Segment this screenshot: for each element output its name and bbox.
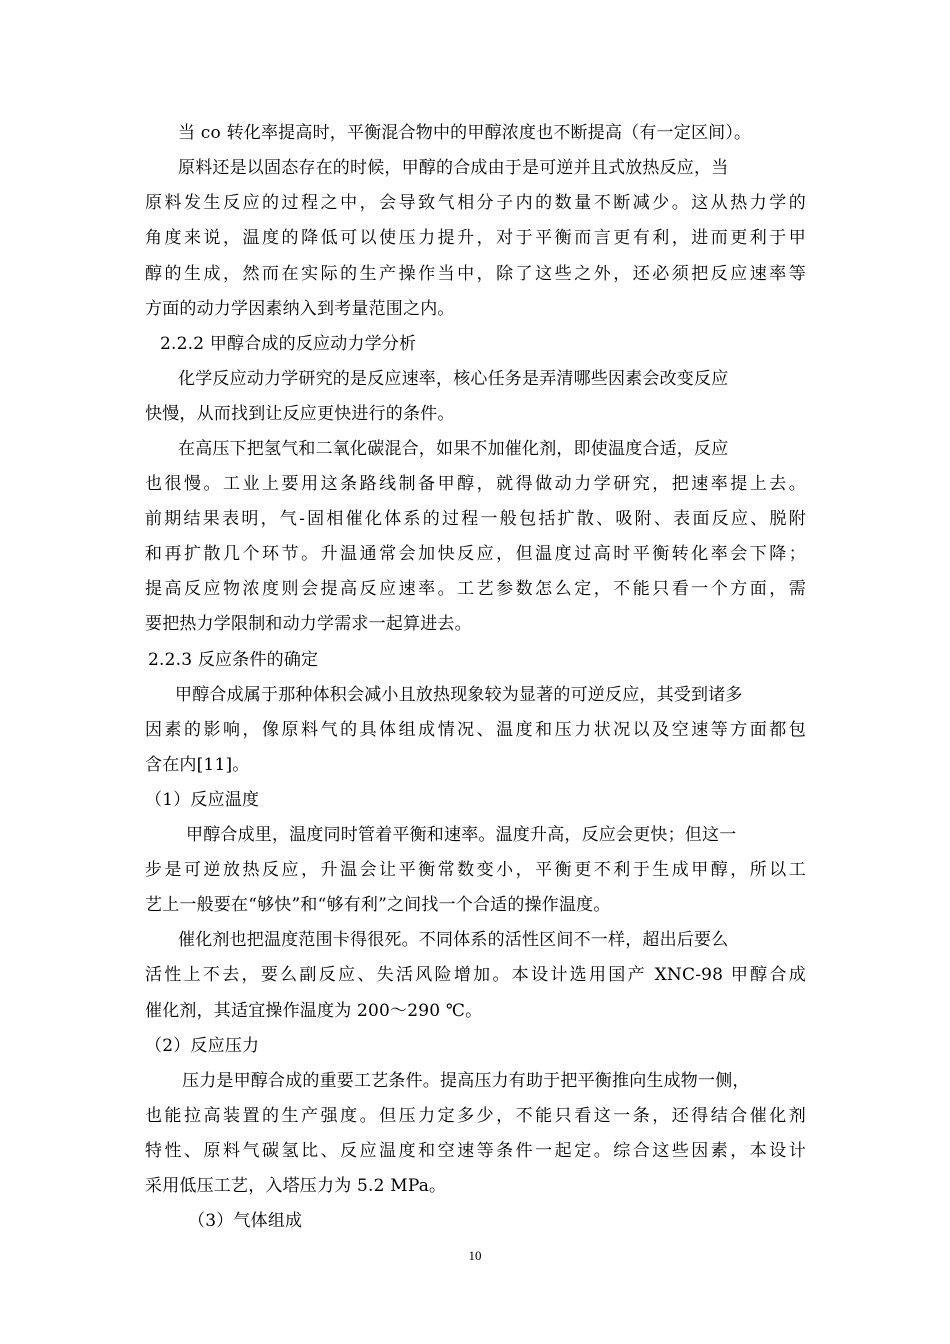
- paragraph-line: 催化剂，其适宜操作温度为 200～290 ℃。: [145, 1001, 483, 1021]
- paragraph-line: 快慢，从而找到让反应更快进行的条件。: [145, 404, 455, 424]
- paragraph-line: 催化剂也把温度范围卡得很死。不同体系的活性区间不一样，超出后要么: [178, 930, 729, 950]
- paragraph-line: 采用低压工艺，入塔压力为 5.2 MPa。: [145, 1176, 447, 1196]
- paragraph-line: 艺上一般要在“够快”和“够有利”之间找一个合适的操作温度。: [145, 895, 611, 915]
- paragraph-line: 步是可逆放热反应，升温会让平衡常数变小，平衡更不利于生成甲醇，所以工: [145, 860, 806, 880]
- section-heading: 2.2.2 甲醇合成的反应动力学分析: [160, 334, 417, 354]
- page-number: 10: [468, 1248, 482, 1263]
- paragraph-line: 甲醇合成属于那种体积会减小且放热现象较为显著的可逆反应，其受到诸多: [175, 685, 743, 705]
- paragraph-line: 原料发生反应的过程之中，会导致气相分子内的数量不断减少。这从热力学的: [145, 193, 806, 213]
- paragraph-line: 和再扩散几个环节。升温通常会加快反应，但温度过高时平衡转化率会下降；: [145, 544, 806, 564]
- subsection-heading: （1）反应温度: [145, 790, 260, 810]
- paragraph-line: 活性上不去，要么副反应、失活风险增加。本设计选用国产 XNC-98 甲醇合成: [145, 965, 806, 985]
- paragraph-line: 也很慢。工业上要用这条路线制备甲醇，就得做动力学研究，把速率提上去。: [145, 474, 806, 494]
- paragraph-line: 也能拉高装置的生产强度。但压力定多少，不能只看这一条，还得结合催化剂: [145, 1106, 806, 1126]
- paragraph-line: 醇的生成，然而在实际的生产操作当中，除了这些之外，还必须把反应速率等: [145, 264, 806, 284]
- subsection-heading: （3）气体组成: [188, 1211, 303, 1231]
- paragraph-line: 因素的影响，像原料气的具体组成情况、温度和压力状况以及空速等方面都包: [145, 720, 806, 740]
- paragraph-line: 要把热力学限制和动力学需求一起算进去。: [145, 614, 472, 634]
- section-heading: 2.2.3 反应条件的确定: [148, 650, 319, 670]
- paragraph-line: 原料还是以固态存在的时候，甲醇的合成由于是可逆并且式放热反应，当: [178, 158, 729, 178]
- paragraph-line: 特性、原料气碳氢比、反应温度和空速等条件一起定。综合这些因素，本设计: [145, 1141, 806, 1161]
- paragraph-line: 前期结果表明，气-固相催化体系的过程一般包括扩散、吸附、表面反应、脱附: [145, 509, 806, 529]
- paragraph-line: 压力是甲醇合成的重要工艺条件。提高压力有助于把平衡推向生成物一侧，: [182, 1071, 750, 1091]
- paragraph-line: 在高压下把氢气和二氧化碳混合，如果不加催化剂，即使温度合适，反应: [178, 439, 729, 459]
- paragraph-line: 提高反应物浓度则会提高反应速率。工艺参数怎么定，不能只看一个方面，需: [145, 579, 806, 599]
- paragraph-line: 当 co 转化率提高时，平衡混合物中的甲醇浓度也不断提高（有一定区间）。: [178, 123, 752, 143]
- paragraph-line: 方面的动力学因素纳入到考量范围之内。: [145, 299, 455, 319]
- paragraph-line: 含在内[11]。: [145, 755, 250, 775]
- paragraph-line: 甲醇合成里，温度同时管着平衡和速率。温度升高，反应会更快；但这一: [186, 825, 737, 845]
- paragraph-line: 角度来说，温度的降低可以使压力提升，对于平衡而言更有利，进而更利于甲: [145, 228, 806, 248]
- paragraph-line: 化学反应动力学研究的是反应速率，核心任务是弄清哪些因素会改变反应: [178, 369, 729, 389]
- subsection-heading: （2）反应压力: [145, 1036, 260, 1056]
